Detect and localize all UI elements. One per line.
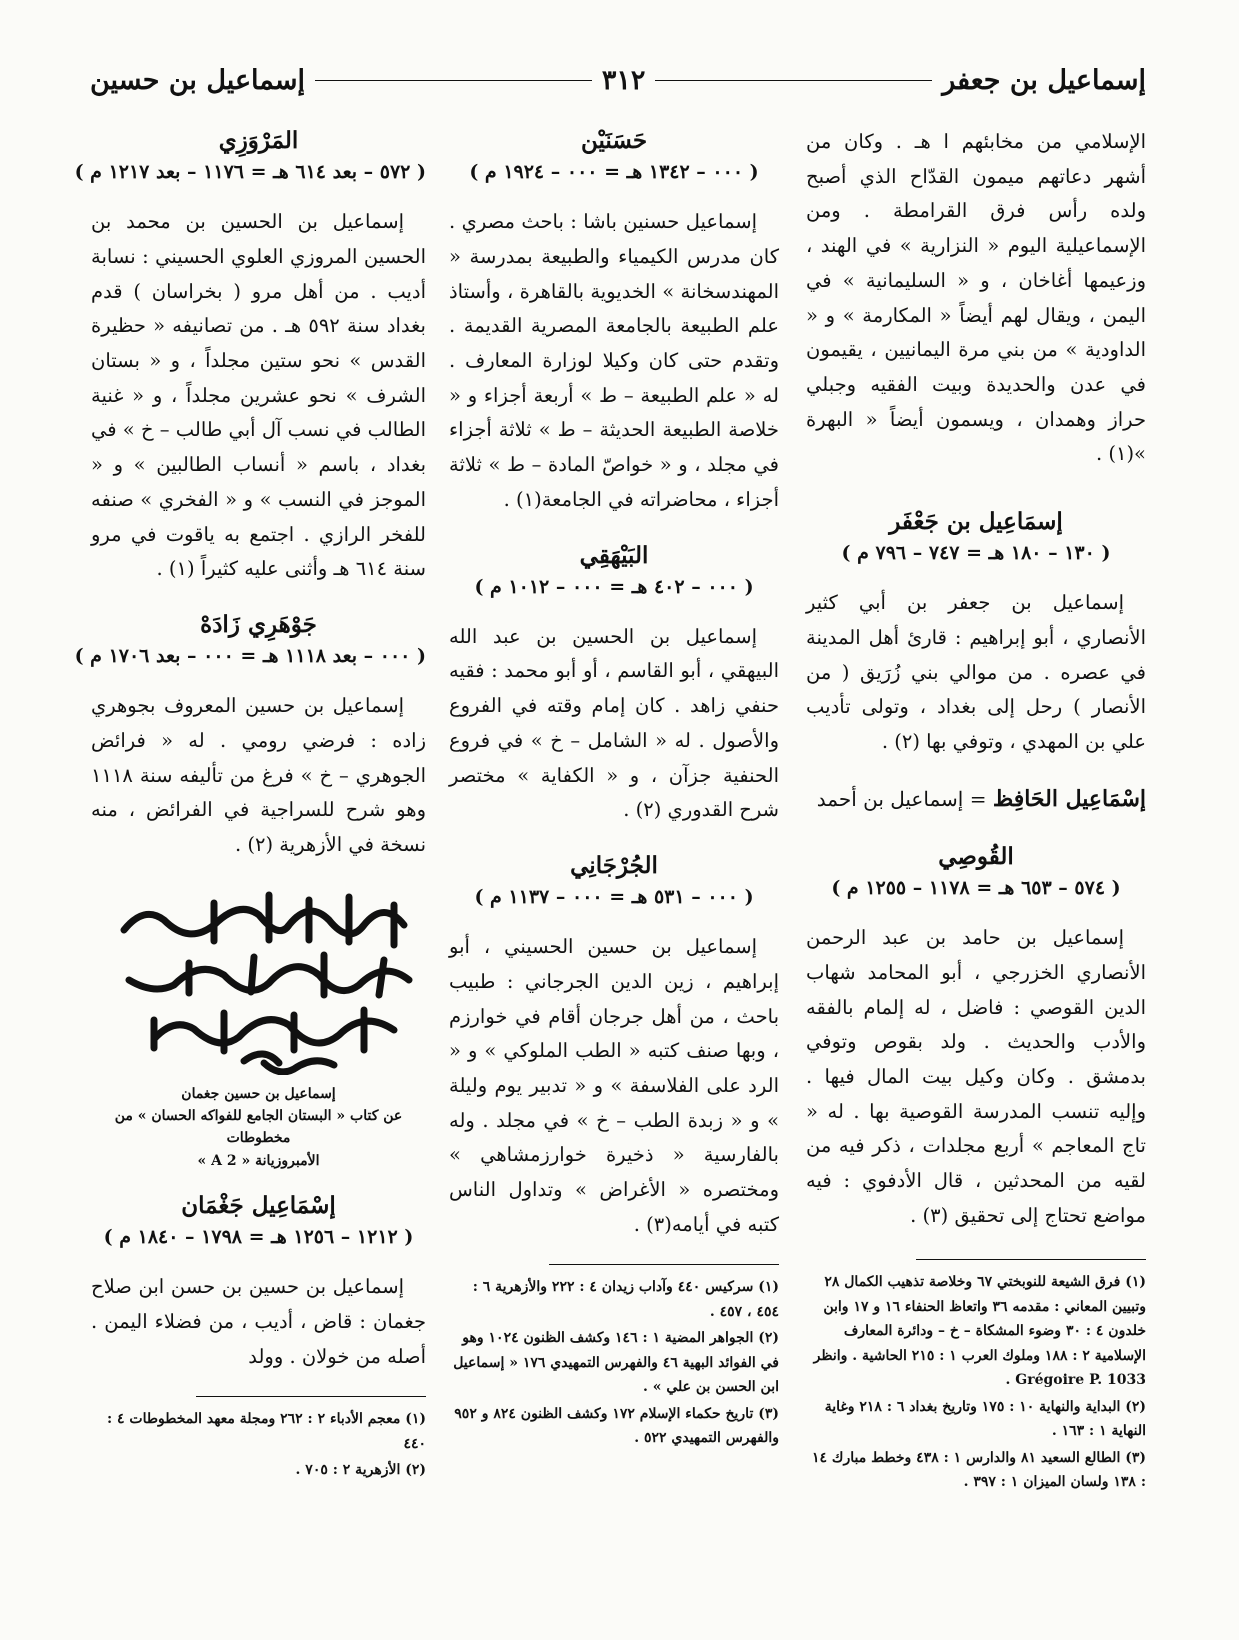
header-left-title: إسماعيل بن حسين xyxy=(90,64,306,96)
entry-dates: ( ٥٧٤ – ٦٥٣ هـ = ١١٧٨ – ١٢٥٥ م ) xyxy=(831,877,1121,900)
entry-dates: ( ٠٠٠ – ٥٣١ هـ = ٠٠٠ – ١١٣٧ م ) xyxy=(474,886,754,909)
entry-dates: ( ٠٠٠ – ١٣٤٢ هـ = ٠٠٠ – ١٩٢٤ م ) xyxy=(469,161,759,184)
entry-dates: ( ١٢١٢ – ١٢٥٦ هـ = ١٧٩٨ – ١٨٤٠ م ) xyxy=(103,1226,414,1249)
footnote: (٣) تاريخ حكماء الإسلام ١٧٢ وكشف الظنون ٨٢٤ و ٩٥٢ والفهرس التمهيدي ٥٢٢ . xyxy=(454,1405,779,1447)
entry-title: البَيْهَقِي xyxy=(579,541,649,569)
footnote: (٢) البداية والنهاية ١٠ : ١٧٥ وتاريخ بغداد ٦ : ٢١٨ وغاية النهاية ١ : ١٦٣ . xyxy=(824,1398,1146,1440)
footnote: (٣) الطالع السعيد ٨١ والدارس ١ : ٤٣٨ وخطط مبارك ١٤ : ١٣٨ ولسان الميزان ١ : ٣٩٧ . xyxy=(812,1449,1146,1491)
entry-al-bayhaqi xyxy=(449,540,779,828)
entry-al-marwazi xyxy=(74,125,426,587)
entry-text: إسماعيل بن جعفر بن أبي كثير الأنصاري ، أبو إبراهيم : قارئ أهل المدينة في عصره . من موالي بني زُرَيق ( من الأنصار ) رحل إلى بغداد ، وتولى تأديب علي بن المهدي ، وتوفي بها (٢) . xyxy=(806,591,1146,754)
entry-title: حَسَنَيْن xyxy=(580,127,648,154)
entry-jawhari-zadah xyxy=(74,609,426,863)
caption-line: عن كتاب « البستان الجامع للفواكه الحسان » من مخطوطات xyxy=(114,1108,403,1147)
footnote: (٢) الجواهر المضية ١ : ١٤٦ وكشف الظنون ١٠٢٤ وهو في الفوائد البهية ٤٦ والفهرس التمهيدي ١٧٦ « إسماعيل ابن الحسن بن علي » . xyxy=(453,1330,779,1396)
right-column xyxy=(806,125,1146,1497)
xref-target: = إسماعيل بن أحمد xyxy=(816,786,987,811)
manuscript-caption xyxy=(91,1083,426,1173)
entry-hasanayn xyxy=(449,125,779,518)
footnote-separator xyxy=(196,1396,426,1397)
header-rule-left xyxy=(315,80,592,81)
middle-column xyxy=(449,125,779,1453)
entry-text: إسماعيل بن الحسين بن عبد الله البيهقي ، أبو القاسم ، أو أبو محمد : فقيه حنفي زاهد . كان إمام وقته في الفروع والأصول . له « الشامل – خ » في فروع الحنفية جزآن ، و « الكفاية » مختصر شرح القدوري (٢) . xyxy=(449,624,779,822)
footnote: (١) معجم الأدباء ٢ : ٢٦٢ ومجلة معهد المخطوطات ٤ : ٤٤٠ xyxy=(106,1411,426,1452)
entry-dates: ( ٠٠٠ – بعد ١١١٨ هـ = ٠٠٠ – بعد ١٧٠٦ م ) xyxy=(74,645,426,668)
left-column xyxy=(74,125,426,1485)
entry-dates: ( ٥٧٢ – بعد ٦١٤ هـ = ١١٧٦ – بعد ١٢١٧ م ) xyxy=(74,161,426,184)
footnote-separator xyxy=(916,1259,1146,1260)
page-header xyxy=(90,58,1146,102)
manuscript-signature-image xyxy=(91,885,426,1075)
entry-title: إسمَاعِيل بن جَعْفَر xyxy=(889,508,1063,536)
xref-name: إسْمَاعِيل الحَافِظ xyxy=(992,785,1146,812)
caption-line: إسماعيل بن حسين جغمان xyxy=(181,1085,336,1102)
footnote: (١) فرق الشيعة للنوبختي ٦٧ وخلاصة تذهيب الكمال ٢٨ وتبيين المعاني : مقدمه ٣٦ واتعاظ الحنفاء ١٦ و ١٧ وابن خلدون ٤ : ٣٠ وضوء المشكاة – خ – ودائرة المعارف الإسلامية ٢ : ١٨٨ وملوك العرب ١ : ٢١٥ الحاشية . وانظر Grégoire P. 1033 . xyxy=(813,1274,1146,1389)
entry-ismail-bin-jafar xyxy=(806,506,1146,760)
footnote: (١) سركيس ٤٤٠ وآداب زيدان ٤ : ٢٢٢ والأزهرية ٦ : ٤٥٤ ، ٤٥٧ . xyxy=(472,1279,779,1320)
header-right-title: إسماعيل بن جعفر xyxy=(942,64,1146,96)
footnote-separator xyxy=(549,1264,779,1265)
entry-title: إسْمَاعِيل جَغْمَان xyxy=(181,1192,336,1220)
entry-title: جَوْهَرِي زَادَهْ xyxy=(200,610,317,638)
caption-line: الأمبروزيانة « A 2 » xyxy=(197,1152,320,1169)
entry-text: إسماعيل بن حسين المعروف بجوهري زاده : فرضي رومي . له « فرائض الجوهري – خ » فرغ من تأليفه سنة ١١١٨ وهو شرح للسراجية في الفرائض ، منه نسخة في الأزهرية (٢) . xyxy=(91,694,426,856)
entry-jaghman xyxy=(91,1190,426,1374)
page-number: ٣١٢ xyxy=(601,64,646,96)
entry-title: المَرْوَزِي xyxy=(218,127,299,154)
entry-text: إسماعيل حسنين باشا : باحث مصري . كان مدرس الكيمياء والطبيعة بمدرسة « المهندسخانة » الخديوية بالقاهرة ، وأستاذ علم الطبيعة بالجامعة المصرية القديمة . وتقدم حتى كان وكيلا لوزارة المعارف . له « علم الطبيعة – ط » أربعة أجزاء و « خلاصة الطبيعة الحديثة – ط » ثلاثة أجزاء في مجلد ، و « خواصّ المادة – ط » ثلاثة أجزاء ، محاضراته في الجامعة(١) . xyxy=(449,210,779,511)
entry-al-qusi xyxy=(806,841,1146,1234)
entry-al-jurjani xyxy=(449,850,779,1243)
entry-text: إسماعيل بن حسين بن حسن ابن صلاح جغمان : قاض ، أديب ، من فضلاء اليمن . أصله من خولان . وولد xyxy=(91,1275,426,1368)
entry-title: الجُرْجَانِي xyxy=(570,851,658,879)
footnote: (٢) الأزهرية ٢ : ٧٠٥ . xyxy=(295,1462,426,1479)
entry-text: إسماعيل بن الحسين بن محمد بن الحسين المروزي العلوي الحسيني : نسابة أديب . من أهل مرو ( بخراسان ) قدم بغداد سنة ٥٩٢ هـ . من تصانيفه « حظيرة القدس » نحو ستين مجلداً ، و « بستان الشرف » نحو عشرين مجلداً ، و « غنية الطالب في نسب آل أبي طالب – خ » في بغداد ، باسم « أنساب الطالبين » و « الموجز في النسب » و « الفخري » صنفه للفخر الرازي . اجتمع به ياقوت في مرو سنة ٦١٤ هـ وأثنى عليه كثيراً (١) . xyxy=(91,210,426,581)
entry-dates: ( ١٣٠ – ١٨٠ هـ = ٧٤٧ – ٧٩٦ م ) xyxy=(841,542,1111,565)
continued-text: الإسلامي من مخابئهم ا هـ . وكان من أشهر دعاتهم ميمون القدّاح الذي أصبح ولده رأس فرق القرامطة . ومن الإسماعيلية اليوم « النزارية » في الهند ، وزعيمها أغاخان ، و « السليمانية » في اليمن ، ويقال لهم أيضاً « المكارمة » و « الداودية » من بني مرة اليمانيين ، يقيمون في عدن والحديدة وبيت الفقيه وجبلي حراز وهمدان ، ويسمون أيضاً « البهرة »(١) . xyxy=(806,130,1146,466)
header-rule-right xyxy=(655,80,932,81)
handwriting-sample xyxy=(94,885,424,1075)
entry-text: إسماعيل بن حامد بن عبد الرحمن الأنصاري الخزرجي ، أبو المحامد شهاب الدين القوصي : فاضل ، له إلمام بالفقه والأدب والحديث . ولد بقوص وتوفي بدمشق . وكان وكيل بيت المال فيها . وإليه تنسب المدرسة القوصية بها . له « تاج المعاجم » أربع مجلدات ، ذكر فيه من لقيه من المحدثين ، قال الأدفوي : فيه مواضع تحتاج إلى تحقيق (٣) . xyxy=(806,926,1146,1227)
entry-text: إسماعيل بن حسين الحسيني ، أبو إبراهيم ، زين الدين الجرجاني : طبيب باحث ، من أهل جرجان أقام في خوارزم ، وبها صنف كتبه « الطب الملوكي » و « الرد على الفلاسفة » و « تدبير يوم وليلة » و « زبدة الطب – خ » في مجلد . وله بالفارسية « ذخيرة خوارزمشاهي » ومختصره « الأغراض » وتداول الناس كتبه في أيامه(٣) . xyxy=(449,935,779,1236)
cross-reference xyxy=(806,782,1146,817)
entry-title: القُوصِي xyxy=(938,842,1014,870)
entry-dates: ( ٠٠٠ – ٤٠٢ هـ = ٠٠٠ – ١٠١٢ م ) xyxy=(474,575,754,598)
